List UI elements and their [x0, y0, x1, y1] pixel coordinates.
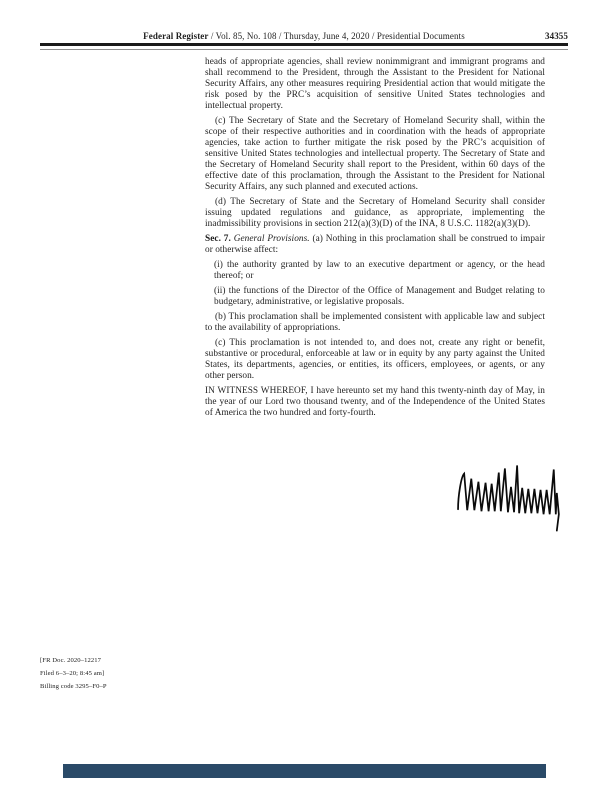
body-paragraph-b: (b) This proclamation shall be implemented consistent with applicable law and subject to the availability of appropriations. — [205, 312, 545, 333]
journal-name: Federal Register — [143, 31, 209, 41]
body-paragraph-d: (d) The Secretary of State and the Secretary of Homeland Security shall consider issuing updated regulations and guidance, as appropriate, implementing the inadmissibility provisions in section 212(a)(3)(D) of the INA, 8 U.S.C. 1182(a)(3)(D). — [205, 197, 545, 229]
body-paragraph-c2: (c) This proclamation is not intended to, and does not, create any right or benefit, substantive or procedural, enforceable at law or in equity by any party against the United States, its departments, agencies, or entities, its officers, employees, or agents, or any other person. — [205, 338, 545, 381]
section-number: Sec. 7. — [205, 234, 231, 244]
presidential-signature — [455, 462, 567, 534]
billing-code: Billing code 3295–F0–P — [40, 683, 107, 690]
section-7-paragraph — [205, 234, 545, 256]
body-paragraph-c: (c) The Secretary of State and the Secretary of Homeland Security shall, within the scope of their respective authorities and in coordination with the heads of appropriate agencies, take action to further mitigate the risk posed by the PRC’s acquisition of sensitive United States technologies and intellectual property. The Secretary of State and the Secretary of Homeland Security shall report to the President, within 60 days of the effective date of this proclamation, through the Assistant to the President for National Security Affairs, any such planned and executed actions. — [205, 116, 545, 192]
header-rule-thin — [40, 49, 568, 51]
subclause-i: (i) the authority granted by law to an executive department or agency, or the head thereof; or — [214, 260, 545, 281]
section-text: (a) Nothing in this proclamation shall be construed to impair or otherwise affect: — [205, 234, 545, 255]
filing-footer — [40, 654, 107, 693]
header-rule-thick — [40, 43, 568, 46]
section-title: General Provisions. — [233, 234, 310, 244]
volume-citation: / Vol. 85, No. 108 / Thursday, June 4, 2020 / Presidential Documents — [208, 31, 465, 41]
filed-date: Filed 6–3–20; 8:45 am] — [40, 670, 105, 677]
subclause-ii: (ii) the functions of the Director of the Office of Management and Budget relating to budgetary, administrative, or legislative proposals. — [214, 286, 545, 307]
body-paragraph-continuation: heads of appropriate agencies, shall review nonimmigrant and immigrant programs and shall recommend to the President, through the Assistant to the President for National Security Affairs, any other measures requiring Presidential action that would mitigate the risk posed by the PRC’s acquisition of sensitive United States technologies and intellectual property. — [205, 57, 545, 111]
witness-paragraph: IN WITNESS WHEREOF, I have hereunto set my hand this twenty-ninth day of May, in the year of our Lord two thousand twenty, and of the Independence of the United States of America the two hundred and forty-fourth. — [205, 386, 545, 418]
running-head — [40, 31, 568, 43]
page-number: 34355 — [545, 31, 568, 41]
document-body — [205, 57, 545, 419]
end-of-document-bar — [63, 764, 546, 778]
fr-doc-number: [FR Doc. 2020–12217 — [40, 657, 102, 664]
signature-glyph — [455, 462, 567, 534]
